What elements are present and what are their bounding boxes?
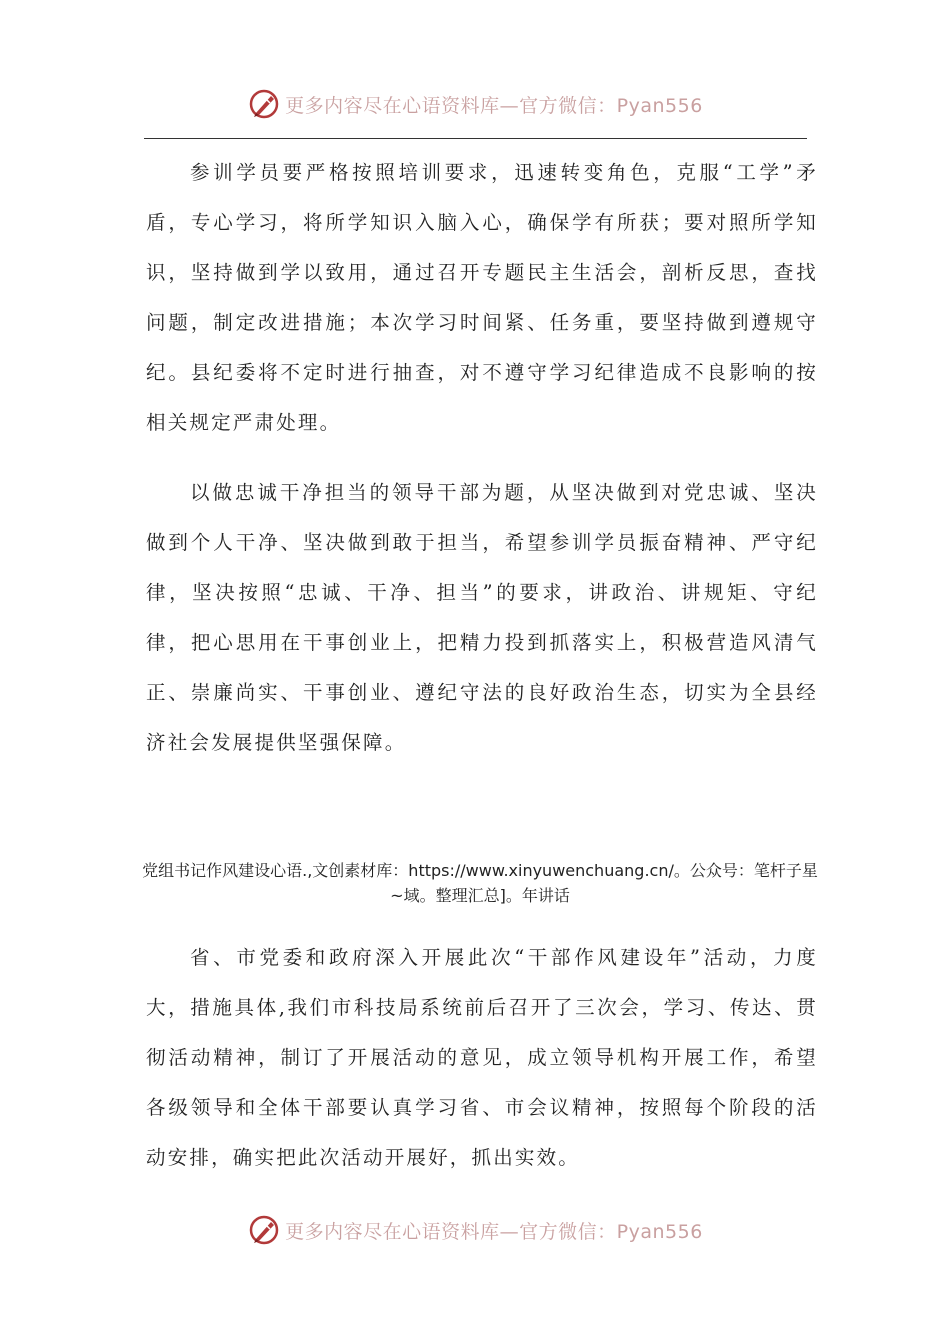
footer-banner [0, 1208, 950, 1252]
body-paragraph-2: 以做忠诚干净担当的领导干部为题，从坚决做到对党忠诚、坚决做到个人干净、坚决做到敢于担当，希望参训学员振奋精神、严守纪律，坚决按照“忠诚、干净、担当”的要求，讲政治、讲规矩、守纪律，把心思用在干事创业上，把精力投到抓落实上，积极营造风清气正、崇廉尚实、干事创业、遵纪守法的良好政治生态，切实为全县经济社会发展提供坚强保障。 [146, 481, 818, 754]
pen-logo-icon [247, 87, 281, 121]
header-banner [0, 82, 950, 126]
header-wechat-id: Pyan556 [616, 94, 703, 117]
footer-wechat-id: Pyan556 [616, 1220, 703, 1243]
body-paragraph-1: 参训学员要严格按照培训要求，迅速转变角色，克服“工学”矛盾，专心学习，将所学知识入脑入心，确保学有所获；要对照所学知识，坚持做到学以致用，通过召开专题民主生活会，剖析反思，查找问题，制定改进措施；本次学习时间紧、任务重，要坚持做到遵规守纪。县纪委将不定时进行抽查，对不遵守学习纪律造成不良影响的按相关规定严肃处理。 [146, 161, 818, 434]
footer-banner-text [285, 1217, 703, 1244]
body-paragraph-3: 省、市党委和政府深入开展此次“干部作风建设年”活动，力度大，措施具体,我们市科技局系统前后召开了三次会，学习、传达、贯彻活动精神，制订了开展活动的意见，成立领导机构开展工作，希望各级领导和全体干部要认真学习省、市会议精神，按照每个阶段的活动安排，确实把此次活动开展好，抓出实效。 [146, 946, 818, 1169]
footer-banner-label: 更多内容尽在心语资料库—官方微信： [285, 1220, 617, 1243]
pen-logo-icon [247, 1213, 281, 1247]
source-line: 党组书记作风建设心语.,文创素材库：https://www.xinyuwenchuang.cn/。公众号：笔杆子星~域。整理汇总]。年讲话 [142, 861, 818, 905]
header-banner-text [285, 91, 703, 118]
header-divider [144, 138, 807, 139]
header-banner-label: 更多内容尽在心语资料库—官方微信： [285, 94, 617, 117]
